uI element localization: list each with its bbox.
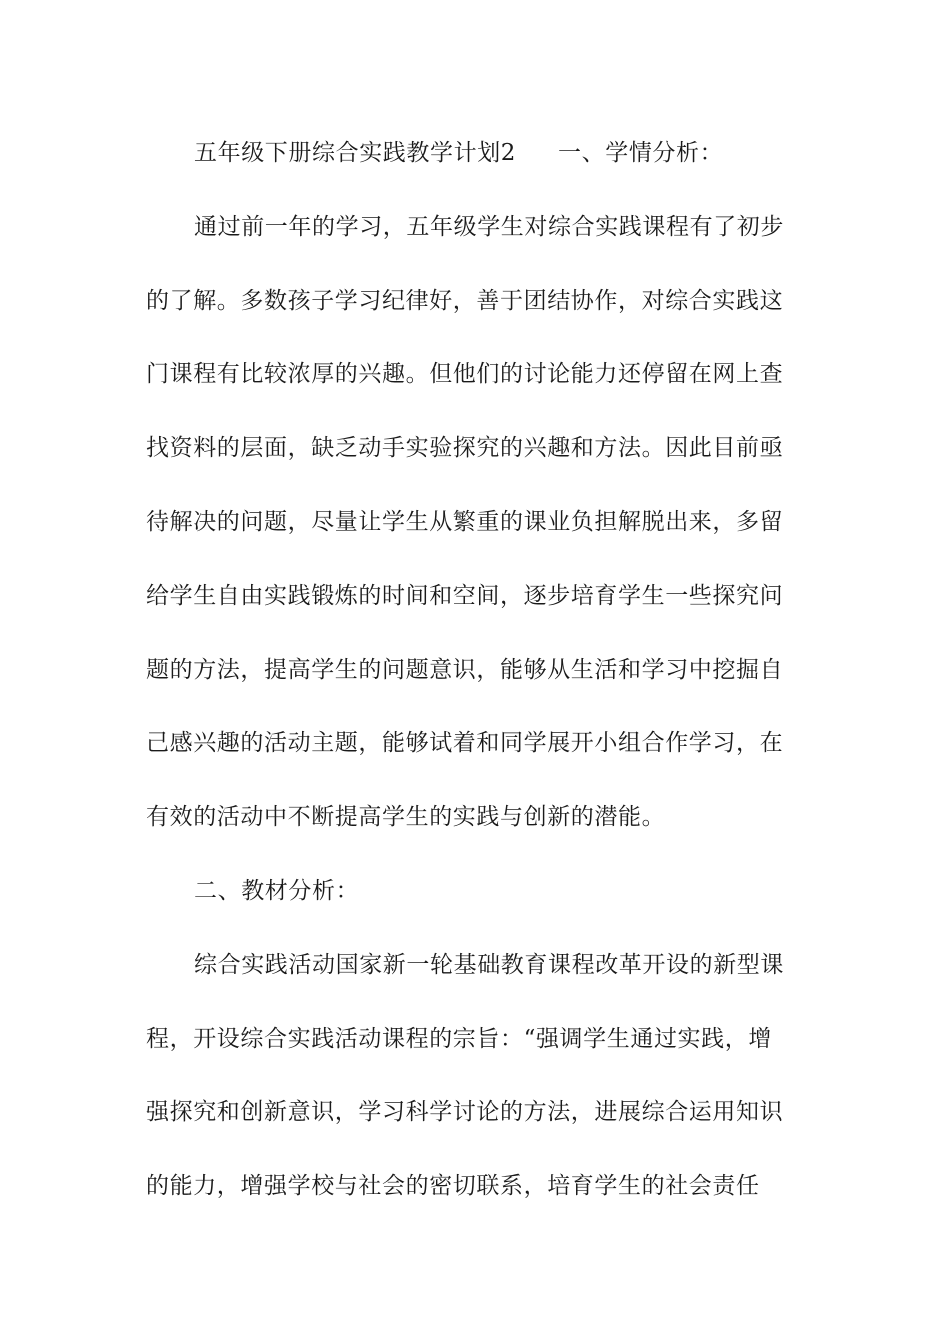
- paragraph1-line: 己感兴趣的活动主题，能够试着和同学展开小组合作学习，在: [146, 730, 784, 756]
- paragraph2-line: 综合实践活动国家新一轮基础教育课程改革开设的新型课: [194, 952, 784, 978]
- paragraph1-line: 待解决的问题，尽量让学生从繁重的课业负担解脱出来，多留: [146, 509, 784, 535]
- paragraph1-line: 门课程有比较浓厚的兴趣。但他们的讨论能力还停留在网上查: [146, 361, 784, 387]
- title-line: [194, 138, 864, 168]
- section2-heading: 二、教材分析：: [194, 878, 360, 904]
- document-title: 五年级下册综合实践教学计划2: [194, 140, 517, 166]
- paragraph2-line: 的能力，增强学校与社会的密切联系，培育学生的社会责任: [146, 1173, 760, 1199]
- paragraph2-line: 强探究和创新意识，学习科学讨论的方法，进展综合运用知识: [146, 1099, 784, 1125]
- paragraph1-line: 找资料的层面，缺乏动手实验探究的兴趣和方法。因此目前亟: [146, 435, 784, 461]
- section1-heading: 一、学情分析：: [558, 140, 724, 166]
- paragraph2-line: 程，开设综合实践活动课程的宗旨：“强调学生通过实践，增: [146, 1026, 772, 1052]
- paragraph1-line: 的了解。多数孩子学习纪律好，善于团结协作，对综合实践这: [146, 288, 784, 314]
- paragraph1-line: 有效的活动中不断提高学生的实践与创新的潜能。: [146, 804, 666, 830]
- paragraph1-line: 给学生自由实践锻炼的时间和空间，逐步培育学生一些探究问: [146, 583, 784, 609]
- paragraph1-line: 题的方法，提高学生的问题意识，能够从生活和学习中挖掘自: [146, 657, 784, 683]
- paragraph1-line: 通过前一年的学习，五年级学生对综合实践课程有了初步: [194, 214, 784, 240]
